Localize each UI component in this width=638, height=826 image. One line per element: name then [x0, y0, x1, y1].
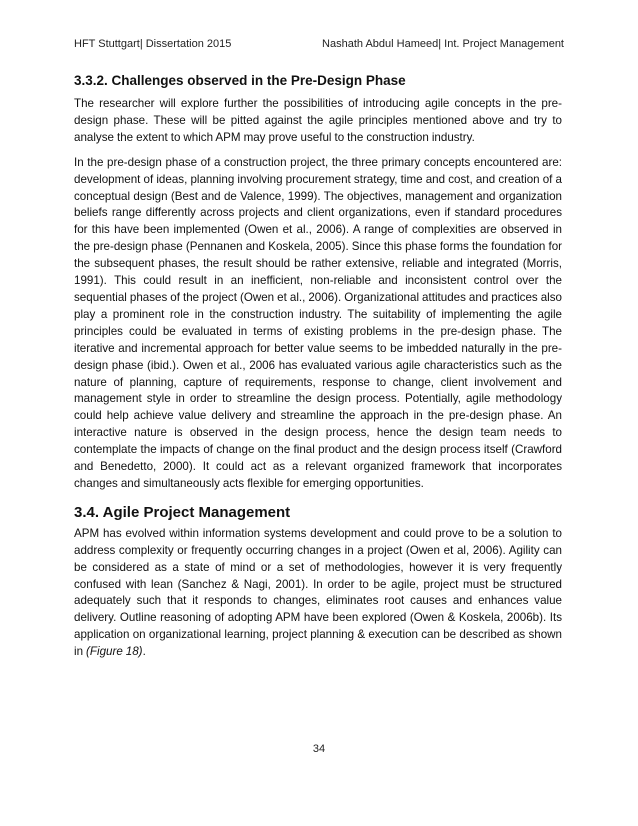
section-heading-3-4: 3.4. Agile Project Management	[74, 503, 291, 521]
paragraph-apm-end: .	[142, 645, 146, 659]
paragraph-intro: The researcher will explore further the possibilities of introducing agile concepts in the pre-design phase. These will be pitted against the agile principles mentioned above and try to analyse the extent to which APM may prove useful to the construction industry.	[74, 97, 562, 144]
paragraph-apm	[74, 526, 562, 661]
paragraph-pre-design: In the pre-design phase of a construction project, the three primary concepts encountered are: development of ideas, planning involving procurement strategy, time and cost, and creation of a conceptual design (Best and de Valence, 1999). The objectives, management and organization beliefs range differently across projects and client organizations, even if standard procedures for this have been implemented (Owen et al., 2006). A range of complexities are observed in the pre-design phase (Pennanen and Koskela, 2005). Since this phase forms the foundation for the subsequent phases, the result should be rather extensive, reliable and integrated (Morris, 1991). This could result in an inefficient, non-reliable and inconsistent control over the sequential phases of the project (Owen et al., 2006). Organizational attitudes and practices also play a prominent role in the construction industry. The suitability of implementing the agile principles could be evaluated in terms of existing problems in the pre-design phase. The iterative and incremental approach for better value seems to be imbedded naturally in the pre-design phase (ibid.). Owen et al., 2006 has evaluated various agile characteristics such as the nature of planning, capture of requirements, response to change, client involvement and management style in order to streamline the design process. Potentially, agile methodology could help achieve value delivery and streamline the approach in the pre-design phase. An interactive nature is observed in the design process, hence the design team needs to contemplate the impacts of change on the final product and the design process itself (Crawford and Benedetto, 2000). It could act as a relevant organized framework that incorporates changes and simultaneously acts flexible for emerging opportunities.	[74, 155, 562, 490]
header-right-text: Nashath Abdul Hameed| Int. Project Management	[322, 38, 564, 50]
page-content	[74, 72, 562, 669]
page-header	[74, 38, 564, 50]
paragraph-apm-text: APM has evolved within information systems development and could prove to be a solution to address complexity or frequently occurring changes in a project (Owen et al, 2006). Agility can be considered as a state of mind or a set of methodologies, however it is very frequently confused with lean (Sanchez & Nagi, 2001). In order to be agile, project must be structured adequately such that it responds to changes, eliminates root causes and enhances value delivery. Outline reasoning of adopting APM have been explored (Owen & Koskela, 2006b). Its application on organizational learning, project planning & execution can be described as shown in	[74, 526, 562, 659]
figure-reference: (Figure 18)	[86, 645, 143, 659]
header-left-text: HFT Stuttgart| Dissertation 2015	[74, 38, 232, 50]
page-number: 34	[312, 743, 326, 755]
section-heading-3-3-2: 3.3.2. Challenges observed in the Pre-Design Phase	[74, 73, 406, 88]
